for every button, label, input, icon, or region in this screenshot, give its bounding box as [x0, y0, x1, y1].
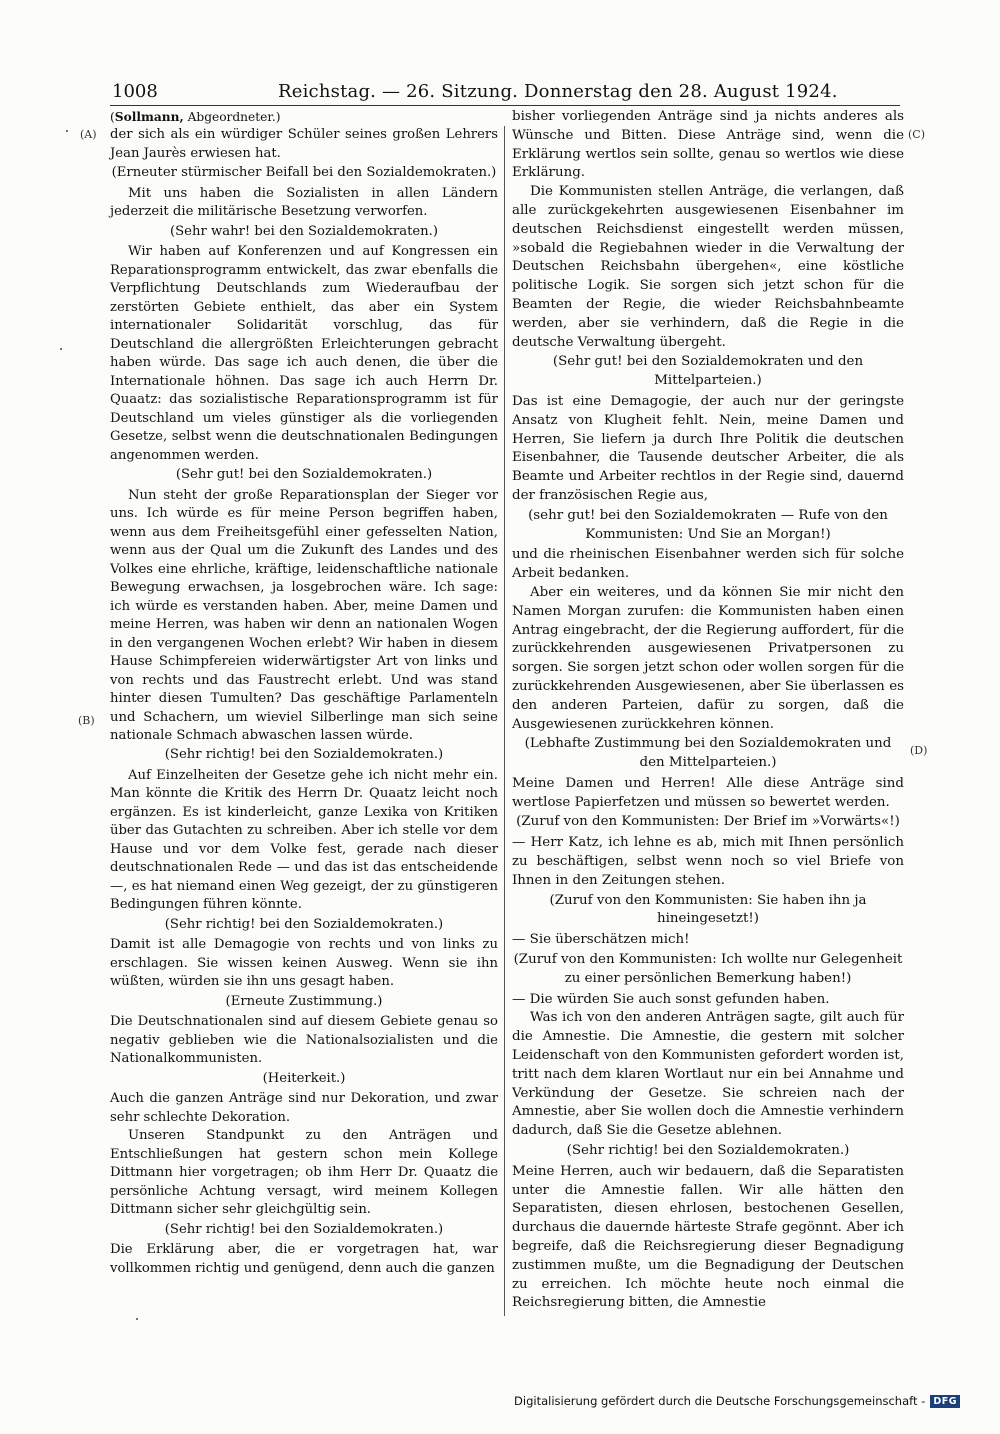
header-rule	[110, 105, 900, 106]
margin-mark-b: (B)	[78, 714, 95, 727]
interjection: (Zuruf von den Kommunisten: Der Brief im »Vorwärts«!)	[516, 814, 900, 830]
paragraph: Damit ist alle Demagogie von rechts und von links zu erschlagen. Sie wissen keinen Ausweg. Wenn sie ihn wüßten, würden sie ihn uns gesagt haben.	[110, 937, 498, 990]
margin-dot	[60, 348, 62, 350]
speaker-line	[110, 108, 498, 126]
interjection: (Heiterkeit.)	[262, 1070, 346, 1086]
paragraph: Nun steht der große Reparationsplan der Sieger vor uns. Ich würde es für meine Person begriffen haben, wenn aus dem Freiheitsgefühl einer gefesselten Nation, wenn aus der Qual um die Zukunft des Landes und des Volkes eine ehrliche, kräftige, leidenschaftliche nationale Bewegung erwachsen, ja losgebrochen wäre. Ich sage: ich würde es verstanden haben. Aber, meine Damen und meine Herren, was haben wir denn an nationalen Wogen in den vergangenen Wochen erlebt? Wir haben in diesem Hause Schimpfereien widerwärtigster Art von links und von rechts und das Faustrecht erlebt. Und was stand hinter diesen Tumulten? Das geschäftige Parlamenteln und Schachern, um wieviel Silberlinge man sich seine nationale Schmach abwaschen lassen würde.	[110, 487, 498, 743]
paragraph: Unseren Standpunkt zu den Anträgen und Entschließungen hat gestern schon mein Kollege Dittmann hier vorgetragen; ob ihm Herr Dr. Quaatz die persönliche Achtung versagt, wird meinem Kollegen Dittmann sicher sehr gleichgültig sein.	[110, 1128, 498, 1218]
interjection: (Erneute Zustimmung.)	[225, 993, 383, 1009]
column-divider	[504, 126, 505, 1316]
margin-dot	[136, 1318, 138, 1320]
interjection: (Sehr richtig! bei den Sozialdemokraten.)	[566, 1143, 850, 1159]
paragraph: der sich als ein würdiger Schüler seines großen Lehrers Jean Jaurès erwiesen hat.	[110, 127, 498, 161]
page-number: 1008	[112, 81, 158, 102]
paragraph: Die Erklärung aber, die er vorgetragen hat, war vollkommen richtig und genügend, denn auch die ganzen	[110, 1242, 498, 1276]
speaker-role: Abgeordneter.)	[187, 110, 281, 124]
margin-mark-c: (C)	[908, 128, 925, 141]
paragraph: Aber ein weiteres, und da können Sie mir nicht den Namen Morgan zurufen: die Kommunisten haben einen Antrag eingebracht, der die Regierung auffordert, für die zurückkehrenden ausgewiesenen Privatpersonen zu sorgen. Sie sorgen jetzt schon oder wollen sorgen für die zurückkehrenden Ausgewiesenen, aber Sie überlassen es den anderen Parteien, dafür zu sorgen, daß die Ausgewiesenen zurückkehren können.	[512, 584, 904, 732]
paragraph: Wir haben auf Konferenzen und auf Kongressen ein Reparationsprogramm entwickelt, das zwar ebenfalls die Verpflichtung Deutschlands zum Wiederaufbau der zerstörten Gebiete enthielt, das aber ein System internationaler Solidarität vorschlug, das für Deutschland die allergrößten Erleichterungen gebracht haben würde. Das sage ich auch denen, die über die Internationale höhnen. Das sage ich auch Herrn Dr. Quaatz: das sozialistische Reparationsprogramm ist für Deutschland um vieles günstiger als die vorliegenden Gesetze, selbst wenn die deutschnationalen Bedingungen angenommen werden.	[110, 244, 498, 463]
dfg-logo: DFG	[930, 1395, 960, 1408]
margin-dot	[66, 130, 68, 132]
paragraph: und die rheinischen Eisenbahner werden sich für solche Arbeit bedanken.	[512, 547, 904, 582]
interjection: (Lebhafte Zustimmung bei den Sozialdemokraten und den Mittelparteien.)	[524, 736, 892, 771]
paragraph: Meine Damen und Herren! Alle diese Anträge sind wertlose Papierfetzen und müssen so bewertet werden.	[512, 775, 904, 810]
paragraph: Die Kommunisten stellen Anträge, die verlangen, daß alle zurückgekehrten ausgewiesenen Eisenbahner im deutschen Reichsdienst eingestellt werden müssen, »sobald die Regiebahnen wieder in die Verwaltung der Deutschen Reichsbahn übergehen«, eine köstliche politische Logik. Sie sorgen sich jetzt schon für die Beamten der Regie, die wieder Reichsbahnbeamte werden, aber sie verhindern, daß die Regie in die deutsche Verwaltung übergeht.	[512, 184, 904, 350]
paragraph: — Sie überschätzen mich!	[512, 932, 690, 948]
interjection: (Erneuter stürmischer Beifall bei den Sozialdemokraten.)	[111, 165, 497, 181]
speaker-name: Sollmann,	[114, 110, 184, 124]
interjection: (Sehr gut! bei den Sozialdemokraten.)	[175, 467, 433, 483]
margin-mark-d: (D)	[910, 744, 928, 757]
footer-credit: Digitalisierung gefördert durch die Deutsche Forschungsgemeinschaft -	[514, 1394, 926, 1408]
interjection: (Sehr richtig! bei den Sozialdemokraten.)	[164, 916, 444, 932]
interjection: (sehr gut! bei den Sozialdemokraten — Rufe von den Kommunisten: Und Sie an Morgan!)	[528, 507, 888, 542]
interjection: (Sehr richtig! bei den Sozialdemokraten.)	[164, 747, 444, 763]
paragraph: Das ist eine Demagogie, der auch nur der geringste Ansatz von Klugheit fehlt. Nein, meine Damen und Herren, Sie liefern ja durch Ihre Politik die deutschen Eisenbahner, die Tausende deutscher Arbeiter, die als Beamte und Arbeiter rechtlos in der Regie sind, dauernd der französischen Regie aus,	[512, 393, 904, 503]
left-text-column	[110, 108, 498, 1278]
paragraph: — Die würden Sie auch sonst gefunden haben.	[512, 991, 830, 1007]
speaker-open: (	[110, 110, 115, 124]
interjection: (Sehr gut! bei den Sozialdemokraten und den Mittelparteien.)	[552, 354, 864, 389]
interjection: (Sehr richtig! bei den Sozialdemokraten.)	[164, 1221, 444, 1237]
running-title: Reichstag. — 26. Sitzung. Donnerstag den 28. August 1924.	[278, 81, 838, 102]
paragraph: bisher vorliegenden Anträge sind ja nichts anderes als Wünsche und Bitten. Diese Anträge sind, wenn die Erklärung wertlos sein sollte, genau so wertlos wie diese Erklärung.	[512, 109, 904, 181]
page-footer	[514, 1394, 960, 1408]
margin-mark-a: (A)	[80, 128, 97, 141]
interjection: (Sehr wahr! bei den Sozialdemokraten.)	[170, 223, 438, 239]
paragraph: Auch die ganzen Anträge sind nur Dekoration, und zwar sehr schlechte Dekoration.	[110, 1091, 498, 1125]
paragraph: Mit uns haben die Sozialisten in allen Ländern jederzeit die militärische Besetzung verworfen.	[110, 185, 498, 220]
paragraph: — Herr Katz, ich lehne es ab, mich mit Ihnen persönlich zu beschäftigen, selbst wenn noch so viel Briefe von Ihnen in den Zeitungen stehen.	[512, 835, 904, 888]
right-text-column	[512, 108, 904, 1313]
page-header	[112, 80, 898, 104]
paragraph: Auf Einzelheiten der Gesetze gehe ich nicht mehr ein. Man könnte die Kritik des Herrn Dr. Quaatz leicht noch ergänzen. Es ist kinderleicht, ganze Lexika von Kritiken über das Gutachten zu schreiben. Aber ich stelle vor dem Hause und vor dem Volke fest, gerade nach dieser deutschnationalen Rede — und das ist das entscheidende —, es hat niemand einen Weg gezeigt, der zu günstigeren Bedingungen führen könnte.	[110, 767, 498, 913]
paragraph: Meine Herren, auch wir bedauern, daß die Separatisten unter die Amnestie fallen. Wir alle hätten den Separatisten, diesen ehrlosen, bestochenen Gesellen, durchaus die dauernde härteste Strafe gegönnt. Aber ich begreife, daß die Reichsregierung dieser Begnadigung zustimmen mußte, um die Begnadigung der Deutschen zu erreichen. Ich möchte heute noch einmal die Reichsregierung bitten, die Amnestie	[512, 1163, 904, 1311]
paragraph: Die Deutschnationalen sind auf diesem Gebiete genau so negativ geblieben wie die Nationalsozialisten und die Nationalkommunisten.	[110, 1014, 498, 1067]
interjection: (Zuruf von den Kommunisten: Sie haben ihn ja hineingesetzt!)	[549, 892, 867, 927]
interjection: (Zuruf von den Kommunisten: Ich wollte nur Gelegenheit zu einer persönlichen Bemerkung haben!)	[513, 952, 903, 986]
paragraph: Was ich von den anderen Anträgen sagte, gilt auch für die Amnestie. Die Amnestie, die gestern mit solcher Leidenschaft von den Kommunisten gefordert worden ist, tritt nach dem klaren Wortlaut nur ein bei Annahme und Verkündung der Gesetze. Sie schreien nach der Amnestie, aber Sie wollen doch die Amnestie verhindern dadurch, daß Sie die Gesetze ablehnen.	[512, 1010, 904, 1139]
